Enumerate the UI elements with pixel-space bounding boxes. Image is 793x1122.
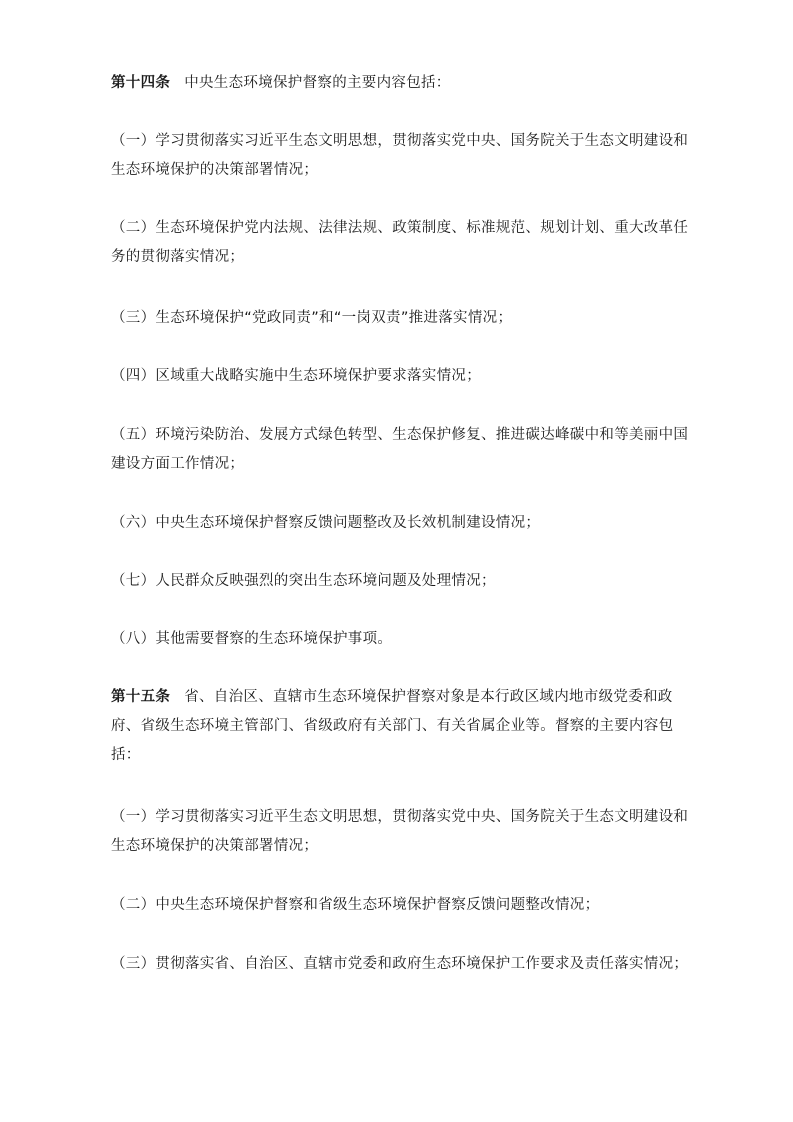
article-15-item-2: （二）中央生态环境保护督察和省级生态环境保护督察反馈问题整改情况； [111,897,600,913]
article-14-item-3: （三）生态环境保护“党政同责”和“一岗双责”推进落实情况； [111,310,513,326]
article-14-item-2: （二）生态环境保护党内法规、法律法规、政策制度、标准规范、规划计划、重大改革任务的贯彻落实情况； [111,220,689,265]
article-14-item-7: （七）人民群众反映强烈的突出生态环境问题及处理情况； [111,573,496,589]
article-15-intro-text: 省、自治区、直辖市生态环境保护督察对象是本行政区域内地市级党委和政府、省级生态环境主管部门、省级政府有关部门、有关省属企业等。督察的主要内容包括： [111,689,674,763]
article-14-item-8: （八）其他需要督察的生态环境保护事项。 [111,631,393,647]
article-14-item-1: （一）学习贯彻落实习近平生态文明思想，贯彻落实党中央、国务院关于生态文明建设和生态环境保护的决策部署情况； [111,133,689,178]
article-15-heading: 第十五条 [111,689,171,705]
article-14-heading: 第十四条 [111,75,171,91]
article-14-intro-text: 中央生态环境保护督察的主要内容包括： [184,75,451,91]
article-15-intro [111,683,691,770]
article-14-item-5: （五）环境污染防治、发展方式绿色转型、生态保护修复、推进碳达峰碳中和等美丽中国建设方面工作情况； [111,427,689,472]
article-15-item-1: （一）学习贯彻落实习近平生态文明思想，贯彻落实党中央、国务院关于生态文明建设和生态环境保护的决策部署情况； [111,809,689,854]
article-14-item-4: （四）区域重大战略实施中生态环境保护要求落实情况； [111,368,481,384]
article-14-item-6: （六）中央生态环境保护督察反馈问题整改及长效机制建设情况； [111,515,541,531]
article-15-item-3: （三）贯彻落实省、自治区、直辖市党委和政府生态环境保护工作要求及责任落实情况； [111,956,689,972]
article-14-intro [111,69,691,98]
